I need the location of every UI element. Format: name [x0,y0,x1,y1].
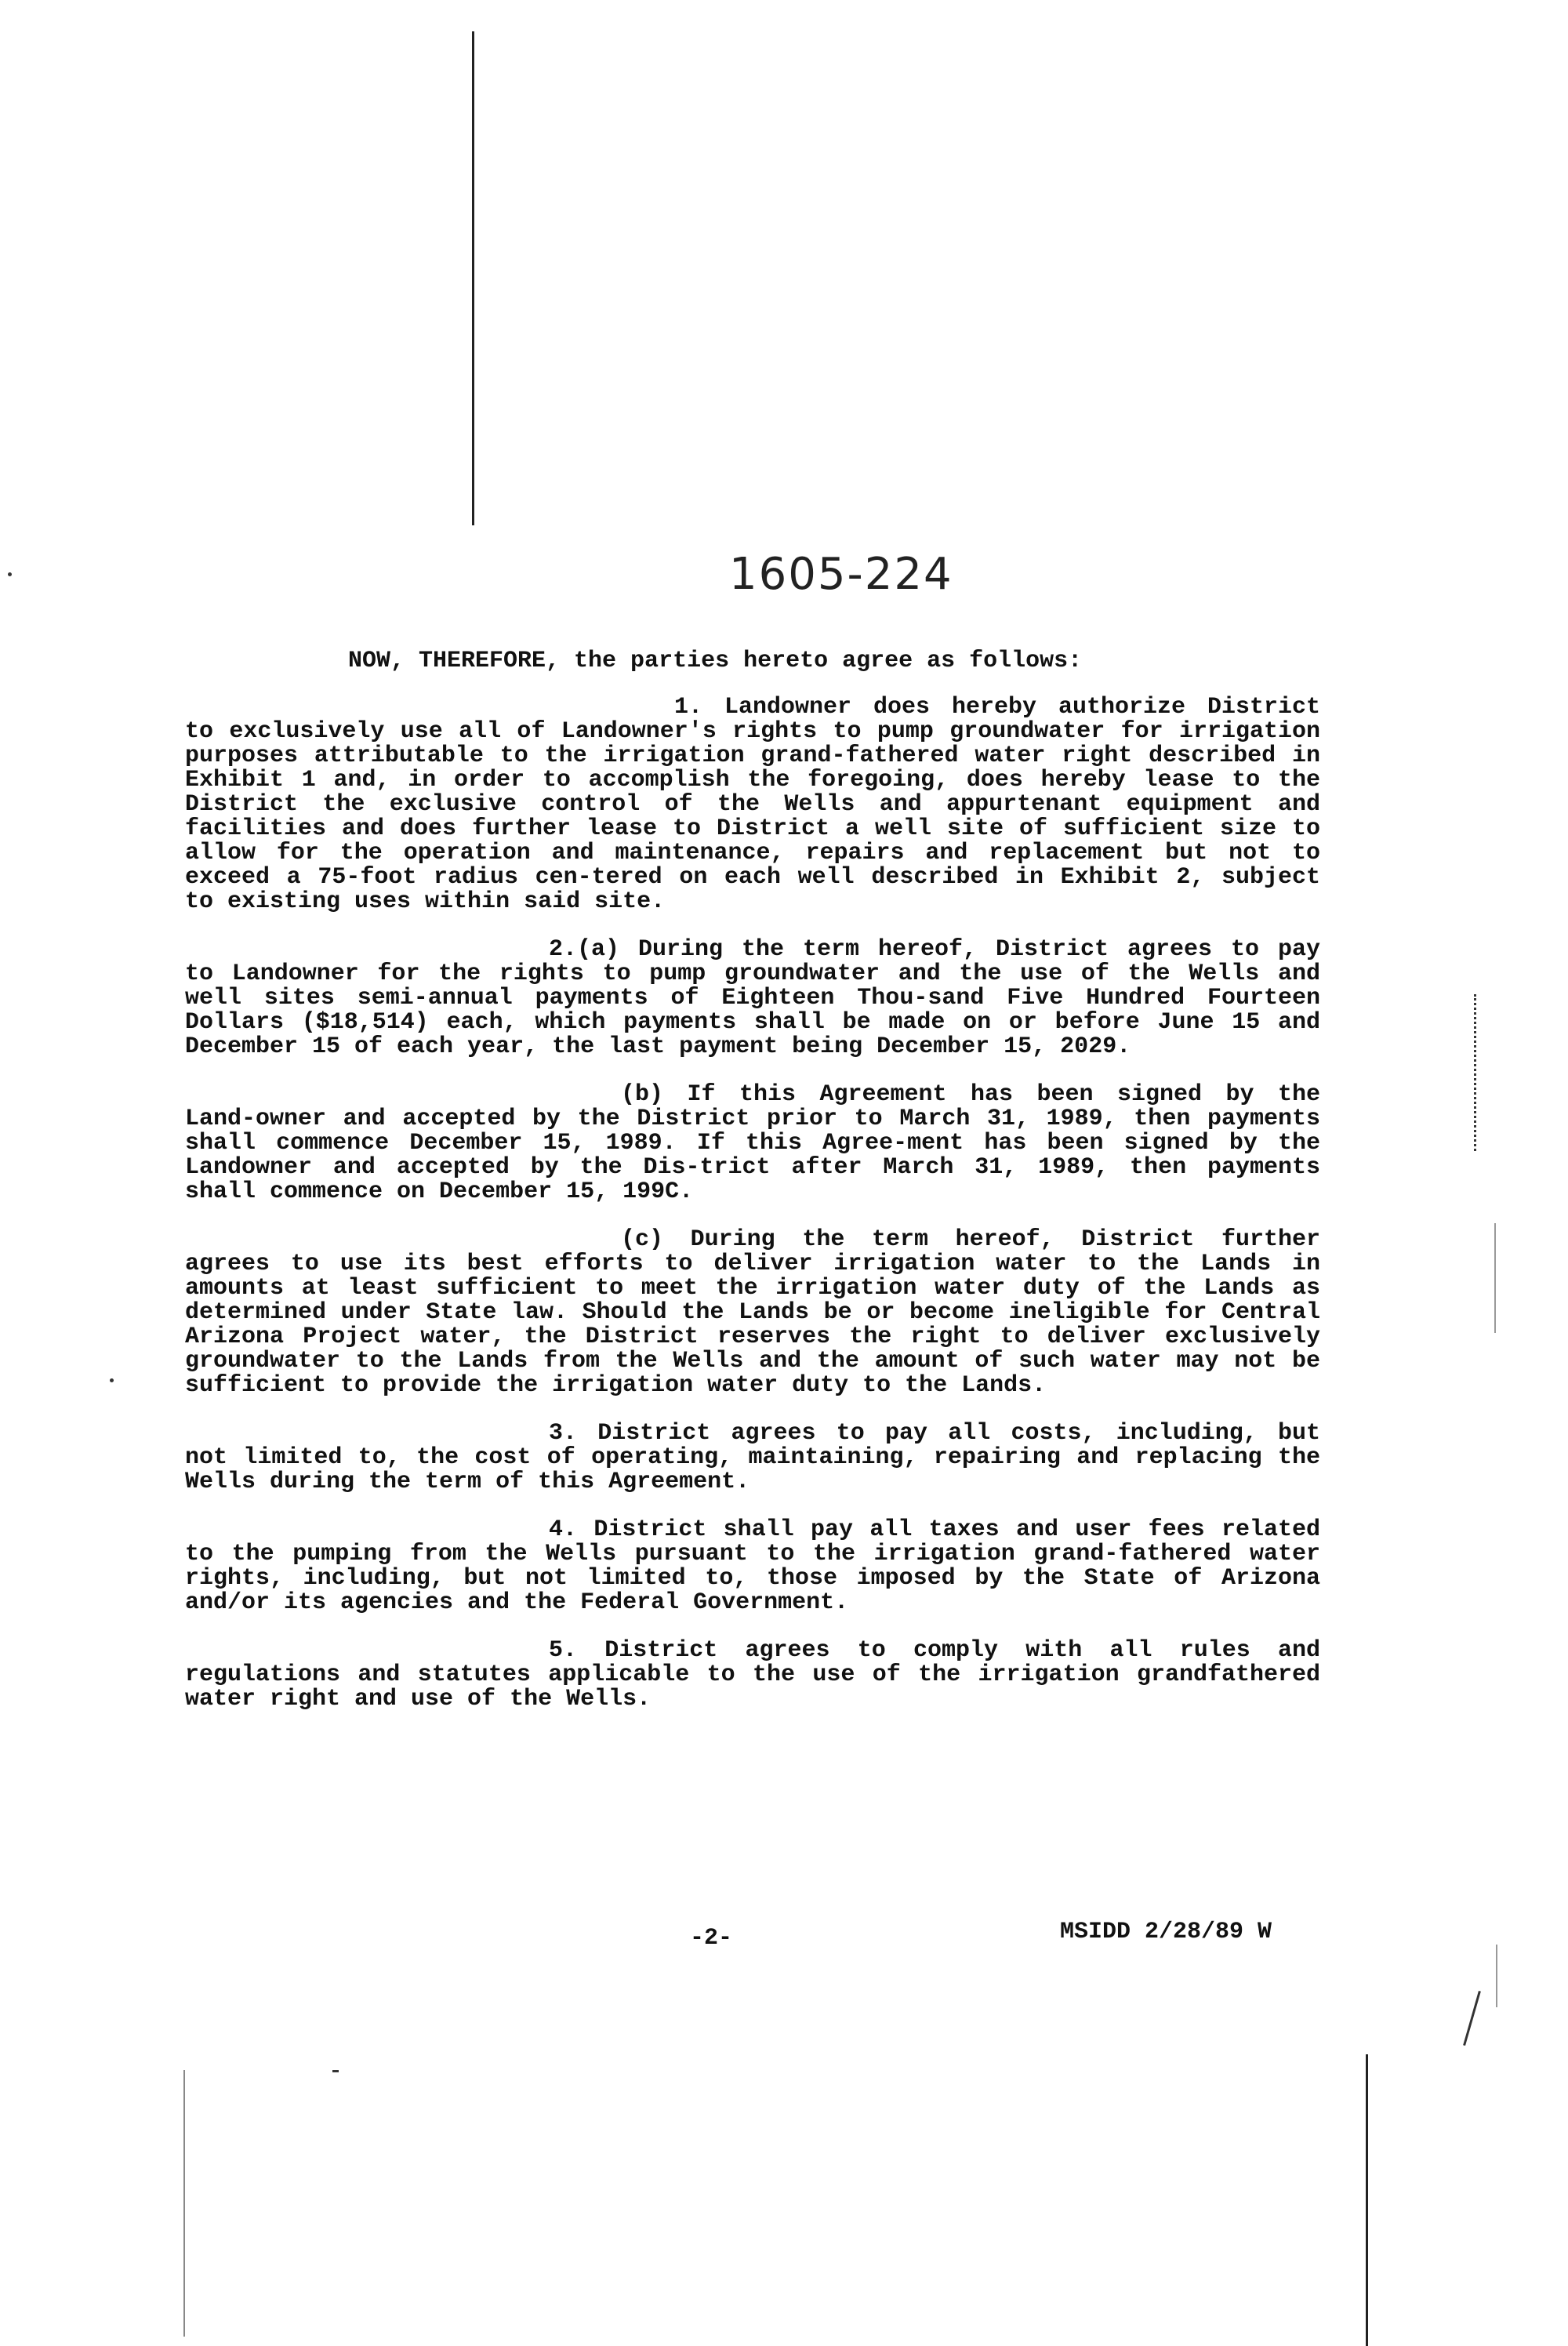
scan-line-top [472,31,474,525]
paragraph-text: During the term hereof, District agrees to pay to Landowner for the rights to pump groundwater and the use of the Wells and well sites semi-annual payments of Eighteen Thou-sand Five Hundred Fourteen Dollars ($18,514) each, which payments shall be made on or before June 15 and December 15 of each year, the last payment being December 15, 2029. [185,936,1320,1060]
page-number: -2- [690,1925,733,1952]
document-code: MSIDD 2/28/89 W [1060,1919,1272,1945]
agreement-heading: NOW, THEREFORE, the parties hereto agree as follows: [348,648,1083,674]
paragraph-5 [185,1639,1320,1712]
paragraph-label: 5. [549,1637,578,1664]
paragraph-2c [185,1228,1320,1398]
scan-line-bottom-right [1366,2054,1368,2346]
scan-speck-bottom [332,2070,339,2072]
scan-dots-right-1 [1474,994,1479,1151]
paragraph-2a [185,938,1320,1059]
paragraph-label: 1. [674,694,703,721]
paragraph-3 [185,1422,1320,1494]
scan-line-bottom-left [183,2070,185,2337]
paragraph-4 [185,1518,1320,1615]
paragraph-text: Landowner does hereby authorize District to exclusively use all of Landowner's rights to pump groundwater for irrigation purposes attributable to the irrigation grand-fathered water right described in Exhibit 1 and, in order to accomplish the foregoing, does hereby lease to the District the exclusive control of the Wells and appurtenant equipment and facilities and does further lease to District a well site of sufficient size to allow for the operation and maintenance, repairs and replacement but not to exceed a 75-foot radius cen-tered on each well described in Exhibit 2, subject to existing uses within said site. [185,694,1320,915]
paragraph-2b [185,1083,1320,1204]
scan-slash-mark [1463,1991,1481,2046]
paragraph-text: During the term hereof, District further agrees to use its best efforts to deliver irrigation water to the Lands in amounts at least sufficient to meet the irrigation water duty of the Lands as determined under State law. Should the Lands be or become ineligible for Central Arizona Project water, the District reserves the right to deliver exclusively groundwater to the Lands from the Wells and the amount of such water may not be sufficient to provide the irrigation water duty to the Lands. [185,1226,1320,1399]
scan-line-right-3 [1496,1945,1497,2007]
paragraph-text: If this Agreement has been signed by the Land-owner and accepted by the District prior to March 31, 1989, then payments shall commence December 15, 1989. If this Agree-ment has been signed by the Landowner and accepted by the Dis-trict after March 31, 1989, then payments shall commence on December 15, 199C. [185,1081,1320,1205]
paragraph-label: (b) [621,1081,664,1108]
paragraph-label: 2.(a) [549,936,620,963]
paragraph-label: 3. [549,1420,578,1447]
paragraph-text: District agrees to pay all costs, including, but not limited to, the cost of operating, maintaining, repairing and replacing the Wells during the term of this Agreement. [185,1420,1320,1495]
paragraph-label: (c) [621,1226,664,1253]
document-body [185,649,1320,1735]
paragraph-text: District agrees to comply with all rules and regulations and statutes applicable to the use of the irrigation grandfathered water right and use of the Wells. [185,1637,1320,1712]
document-number: 1605-224 [729,549,953,600]
scan-speck-left [8,572,12,576]
paragraph-text: District shall pay all taxes and user fees related to the pumping from the Wells pursuant to the irrigation grand-fathered water rights, including, but not limited to, those imposed by the State of Arizona and/or its agencies and the Federal Government. [185,1516,1320,1616]
paragraph-1 [185,695,1320,914]
paragraph-label: 4. [549,1516,578,1543]
scan-speck-left-2 [110,1378,114,1382]
scan-line-right-2 [1494,1223,1496,1333]
